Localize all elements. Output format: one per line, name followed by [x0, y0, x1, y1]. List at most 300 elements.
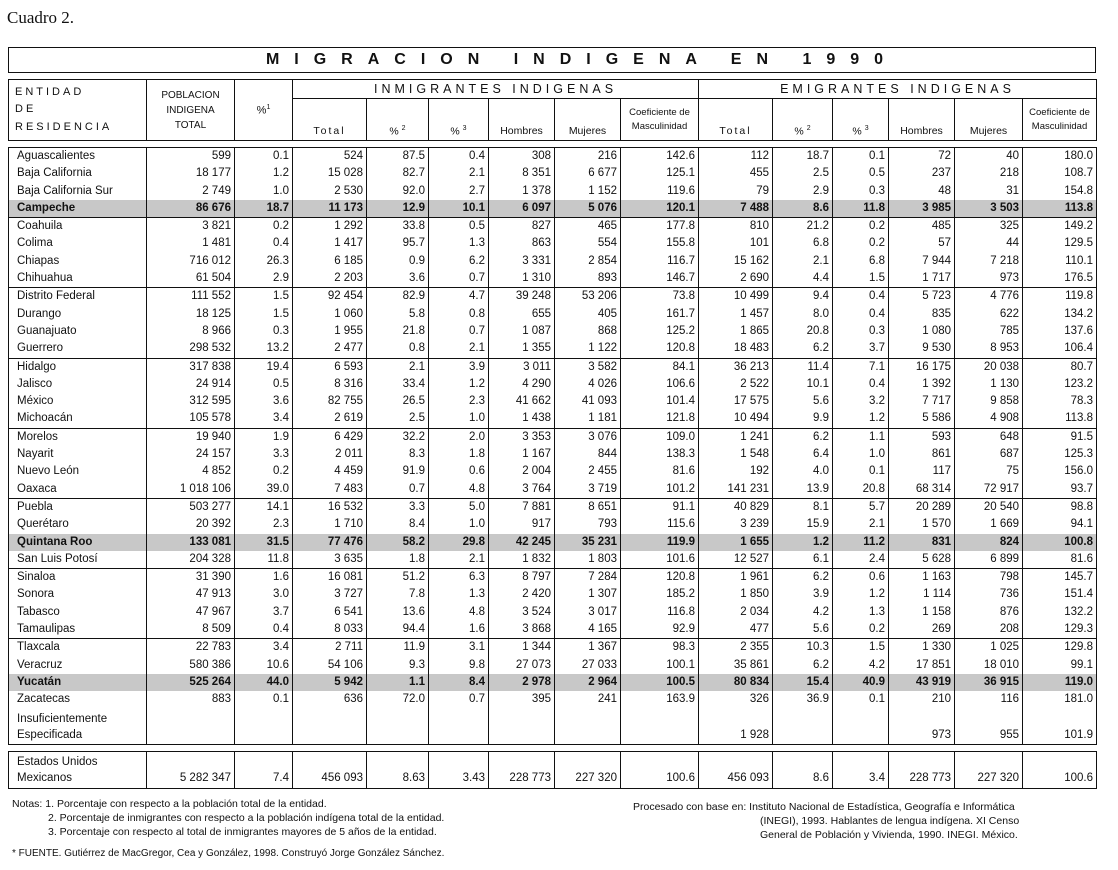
cell-inm: 11.9: [367, 639, 429, 657]
cell-entidad: Distrito Federal: [9, 288, 147, 306]
cell-pob: 105 578: [147, 410, 235, 428]
cell-inm: [367, 709, 429, 745]
table-row: [9, 306, 1097, 323]
cell-inm: 0.8: [429, 306, 489, 323]
header-inmigrantes: INMIGRANTES INDIGENAS: [293, 80, 699, 99]
cell-inm: 308: [489, 148, 555, 166]
cell-emi: 622: [955, 306, 1023, 323]
cell-inm: 91.9: [367, 463, 429, 480]
cell-emi: 0.4: [833, 306, 889, 323]
cell-emi: 1.2: [833, 410, 889, 428]
cell-pct: 3.0: [235, 586, 293, 603]
cell-inm: 524: [293, 148, 367, 166]
cell-emi: 1.5: [833, 639, 889, 657]
cell-inm: 2 964: [555, 674, 621, 691]
cell-emi: 43 919: [889, 674, 955, 691]
cell-entidad: Quintana Roo: [9, 534, 147, 551]
table-row: [9, 709, 1097, 745]
cell-emi: 1 130: [955, 376, 1023, 393]
cell-emi: 137.6: [1023, 323, 1097, 340]
cell-pct: 0.1: [235, 691, 293, 708]
cell-inm: 3 582: [555, 358, 621, 376]
cell-emi: 36 915: [955, 674, 1023, 691]
cell-emi: 11.8: [833, 200, 889, 218]
cell-emi: 2 034: [699, 604, 773, 621]
cell-emi: 2.1: [773, 253, 833, 270]
cell-inm: 125.1: [621, 165, 699, 182]
cell-inm: 42 245: [489, 534, 555, 551]
cell-emi: 36 213: [699, 358, 773, 376]
cell-emi: 2.4: [833, 551, 889, 569]
cell-inm: 2.1: [429, 165, 489, 182]
cell-pct: 3.6: [235, 393, 293, 410]
cell-emi: 9.9: [773, 410, 833, 428]
cell-emi: 0.4: [833, 376, 889, 393]
cell-pct: 1.9: [235, 428, 293, 446]
table-row: [9, 621, 1097, 639]
cell-emi: 20 540: [955, 498, 1023, 516]
cell-inm: 13.6: [367, 604, 429, 621]
cell-pct: 11.8: [235, 551, 293, 569]
cell-inm: 6 429: [293, 428, 367, 446]
cell-inm: 1 710: [293, 516, 367, 533]
cell-inm: 6 677: [555, 165, 621, 182]
cell-entidad: Zacatecas: [9, 691, 147, 708]
table-row: [9, 358, 1097, 376]
cell-inm: [489, 709, 555, 745]
cell-pob: 111 552: [147, 288, 235, 306]
header-emigrantes: EMIGRANTES INDIGENAS: [699, 80, 1097, 99]
cell-inm: 119.6: [621, 183, 699, 200]
cell-inm: 6 097: [489, 200, 555, 218]
cell-inm: 91.1: [621, 498, 699, 516]
cell-inm: 82 755: [293, 393, 367, 410]
cell-inm: 1 955: [293, 323, 367, 340]
cell-pob: 883: [147, 691, 235, 708]
header-inm-total: Total: [293, 99, 367, 141]
cell-emi: 6.4: [773, 446, 833, 463]
cell-inm: 1 152: [555, 183, 621, 200]
cell-entidad: Durango: [9, 306, 147, 323]
cell-emi: 100.8: [1023, 534, 1097, 551]
cell-inm: 2 854: [555, 253, 621, 270]
cell-inm: 4.8: [429, 481, 489, 499]
cell-emi: 6.2: [773, 569, 833, 587]
cell-inm: 395: [489, 691, 555, 708]
cell-emi: 973: [889, 709, 955, 745]
cell-emi: 4.4: [773, 270, 833, 288]
cell-inm: 8 797: [489, 569, 555, 587]
cell-emi: 1.0: [833, 446, 889, 463]
cell-pct: 0.1: [235, 148, 293, 166]
cell-entidad: Yucatán: [9, 674, 147, 691]
cell-pob: 4 852: [147, 463, 235, 480]
cell-emi: 20.8: [773, 323, 833, 340]
cell-inm: 1 167: [489, 446, 555, 463]
cell-inm: 636: [293, 691, 367, 708]
cell-emi: 237: [889, 165, 955, 182]
cell-emi: 1 080: [889, 323, 955, 340]
cell-pct: 7.4: [235, 751, 293, 788]
cell-inm: 1.6: [429, 621, 489, 639]
table-row: [9, 569, 1097, 587]
cell-emi: 0.3: [833, 183, 889, 200]
cell-inm: [293, 709, 367, 745]
cell-pob: 31 390: [147, 569, 235, 587]
cell-pob: 86 676: [147, 200, 235, 218]
cell-emi: 80 834: [699, 674, 773, 691]
cell-inm: 241: [555, 691, 621, 708]
cell-inm: 405: [555, 306, 621, 323]
cell-emi: 80.7: [1023, 358, 1097, 376]
cell-inm: 1 803: [555, 551, 621, 569]
cell-pct: 1.6: [235, 569, 293, 587]
cell-inm: 1.0: [429, 410, 489, 428]
cell-emi: 208: [955, 621, 1023, 639]
cell-emi: 18.7: [773, 148, 833, 166]
cell-pob: 2 749: [147, 183, 235, 200]
cell-inm: 1.3: [429, 586, 489, 603]
cell-inm: 1 087: [489, 323, 555, 340]
cell-emi: 7 488: [699, 200, 773, 218]
cell-emi: 6 899: [955, 551, 1023, 569]
cell-inm: 82.9: [367, 288, 429, 306]
cell-emi: 5.6: [773, 621, 833, 639]
cell-emi: 4.2: [773, 604, 833, 621]
cell-pob: 20 392: [147, 516, 235, 533]
cell-emi: 2 522: [699, 376, 773, 393]
table-row: [9, 218, 1097, 236]
table-row: [9, 410, 1097, 428]
cell-emi: 180.0: [1023, 148, 1097, 166]
cell-inm: 100.6: [621, 751, 699, 788]
cell-emi: 8.0: [773, 306, 833, 323]
cell-pct: 2.3: [235, 516, 293, 533]
cell-emi: 648: [955, 428, 1023, 446]
cell-emi: 192: [699, 463, 773, 480]
cell-inm: 8.3: [367, 446, 429, 463]
cell-inm: 4 459: [293, 463, 367, 480]
cell-emi: 1 570: [889, 516, 955, 533]
cell-inm: 33.4: [367, 376, 429, 393]
cell-emi: 7.1: [833, 358, 889, 376]
table-row-total: [9, 751, 1097, 788]
header-pct: %$^1$: [235, 80, 293, 141]
cell-inm: 2.5: [367, 410, 429, 428]
table-caption: Cuadro 2.: [7, 8, 75, 27]
cell-pct: 39.0: [235, 481, 293, 499]
cell-entidad: Campeche: [9, 200, 147, 218]
cell-inm: 7 881: [489, 498, 555, 516]
cell-emi: 485: [889, 218, 955, 236]
cell-inm: 106.6: [621, 376, 699, 393]
cell-inm: 6.2: [429, 253, 489, 270]
table-row: [9, 586, 1097, 603]
cell-inm: 7 284: [555, 569, 621, 587]
cell-inm: 116.8: [621, 604, 699, 621]
cell-inm: 1.2: [429, 376, 489, 393]
table-body: [9, 148, 1097, 745]
cell-emi: 3 985: [889, 200, 955, 218]
cell-pct: 1.5: [235, 306, 293, 323]
cell-inm: [429, 709, 489, 745]
cell-emi: 9 530: [889, 340, 955, 358]
cell-emi: 810: [699, 218, 773, 236]
cell-inm: 844: [555, 446, 621, 463]
cell-pob: 18 125: [147, 306, 235, 323]
cell-emi: 101: [699, 235, 773, 252]
cell-inm: 2 004: [489, 463, 555, 480]
table-row: [9, 674, 1097, 691]
cell-inm: 456 093: [293, 751, 367, 788]
cell-emi: 79: [699, 183, 773, 200]
cell-inm: 155.8: [621, 235, 699, 252]
cell-inm: 2 420: [489, 586, 555, 603]
note-1: Notas: 1. Porcentaje con respecto a la población total de la entidad.: [12, 798, 327, 810]
cell-emi: 218: [955, 165, 1023, 182]
cell-emi: 110.1: [1023, 253, 1097, 270]
cell-pob: [147, 709, 235, 745]
table-row: [9, 200, 1097, 218]
cell-inm: 1 181: [555, 410, 621, 428]
cell-entidad: Michoacán: [9, 410, 147, 428]
cell-inm: 1 344: [489, 639, 555, 657]
cell-emi: 101.9: [1023, 709, 1097, 745]
cell-emi: 455: [699, 165, 773, 182]
cell-pob: 716 012: [147, 253, 235, 270]
cell-entidad: Hidalgo: [9, 358, 147, 376]
cell-inm: 8 316: [293, 376, 367, 393]
cell-inm: 868: [555, 323, 621, 340]
cell-emi: 1 961: [699, 569, 773, 587]
cell-inm: 185.2: [621, 586, 699, 603]
cell-pob: 599: [147, 148, 235, 166]
cell-inm: 655: [489, 306, 555, 323]
cell-pct: 1.2: [235, 165, 293, 182]
cell-emi: 4 908: [955, 410, 1023, 428]
cell-entidad: Tlaxcala: [9, 639, 147, 657]
cell-emi: 129.8: [1023, 639, 1097, 657]
cell-entidad: Querétaro: [9, 516, 147, 533]
cell-inm: 1 292: [293, 218, 367, 236]
cell-emi: 99.1: [1023, 657, 1097, 674]
cell-inm: 216: [555, 148, 621, 166]
cell-inm: 2.0: [429, 428, 489, 446]
cell-pob: 133 081: [147, 534, 235, 551]
cell-inm: 0.7: [367, 481, 429, 499]
cell-emi: 134.2: [1023, 306, 1097, 323]
cell-emi: 5.6: [773, 393, 833, 410]
cell-emi: 20 289: [889, 498, 955, 516]
cell-emi: 145.7: [1023, 569, 1097, 587]
cell-entidad: Colima: [9, 235, 147, 252]
cell-emi: 9.4: [773, 288, 833, 306]
cell-emi: 1 457: [699, 306, 773, 323]
cell-inm: 27 073: [489, 657, 555, 674]
cell-emi: 0.2: [833, 621, 889, 639]
cell-emi: 100.6: [1023, 751, 1097, 788]
table-row: [9, 639, 1097, 657]
cell-inm: 3.6: [367, 270, 429, 288]
cell-inm: 827: [489, 218, 555, 236]
cell-inm: 120.8: [621, 340, 699, 358]
cell-inm: 3 017: [555, 604, 621, 621]
cell-pct: 44.0: [235, 674, 293, 691]
cell-pob: 5 282 347: [147, 751, 235, 788]
cell-emi: 123.2: [1023, 376, 1097, 393]
cell-inm: 4 026: [555, 376, 621, 393]
cell-emi: 154.8: [1023, 183, 1097, 200]
cell-inm: 3 868: [489, 621, 555, 639]
table-row: [9, 691, 1097, 708]
cell-pct: 3.4: [235, 639, 293, 657]
table-row: [9, 288, 1097, 306]
cell-emi: 6.2: [773, 428, 833, 446]
cell-entidad: Chiapas: [9, 253, 147, 270]
cell-entidad: Baja California Sur: [9, 183, 147, 200]
cell-inm: 1.0: [429, 516, 489, 533]
cell-emi: 1 655: [699, 534, 773, 551]
cell-inm: 4 290: [489, 376, 555, 393]
cell-entidad: Guanajuato: [9, 323, 147, 340]
cell-emi: 132.2: [1023, 604, 1097, 621]
cell-pct: 19.4: [235, 358, 293, 376]
cell-pct: 3.7: [235, 604, 293, 621]
cell-inm: 1 122: [555, 340, 621, 358]
cell-inm: 142.6: [621, 148, 699, 166]
note-2: 2. Porcentaje de inmigrantes con respecto a la población indígena total de la entidad.: [48, 812, 445, 824]
cell-emi: 2 690: [699, 270, 773, 288]
table-row: [9, 165, 1097, 182]
total-row-group: [9, 751, 1097, 788]
cell-inm: 6 541: [293, 604, 367, 621]
cell-inm: 2.1: [429, 551, 489, 569]
cell-inm: 125.2: [621, 323, 699, 340]
cell-inm: 41 662: [489, 393, 555, 410]
header-inm-hombres: Hombres: [489, 99, 555, 141]
cell-pct: 1.0: [235, 183, 293, 200]
cell-inm: 2 477: [293, 340, 367, 358]
cell-inm: 228 773: [489, 751, 555, 788]
cell-emi: 0.2: [833, 218, 889, 236]
cell-emi: 1 241: [699, 428, 773, 446]
cell-emi: 1 163: [889, 569, 955, 587]
cell-pob: 312 595: [147, 393, 235, 410]
cell-inm: 0.7: [429, 691, 489, 708]
footnotes: [12, 797, 444, 839]
cell-emi: 1 865: [699, 323, 773, 340]
cell-inm: 0.7: [429, 323, 489, 340]
cell-emi: 17 851: [889, 657, 955, 674]
cell-pct: 1.5: [235, 288, 293, 306]
cell-pct: 0.4: [235, 235, 293, 252]
cell-emi: 1.2: [833, 586, 889, 603]
cell-entidad: Puebla: [9, 498, 147, 516]
cell-pct: 13.2: [235, 340, 293, 358]
table-row: [9, 534, 1097, 551]
cell-emi: 156.0: [1023, 463, 1097, 480]
cell-inm: 161.7: [621, 306, 699, 323]
cell-pob: 1 018 106: [147, 481, 235, 499]
cell-emi: 0.6: [833, 569, 889, 587]
cell-emi: 0.2: [833, 235, 889, 252]
cell-inm: 5 942: [293, 674, 367, 691]
cell-pob: 525 264: [147, 674, 235, 691]
cell-emi: 0.4: [833, 288, 889, 306]
cell-emi: 325: [955, 218, 1023, 236]
cell-inm: 8 651: [555, 498, 621, 516]
cell-emi: 116: [955, 691, 1023, 708]
cell-emi: [773, 709, 833, 745]
cell-emi: 10 494: [699, 410, 773, 428]
cell-inm: 177.8: [621, 218, 699, 236]
cell-pob: 18 177: [147, 165, 235, 182]
cell-emi: 141 231: [699, 481, 773, 499]
cell-inm: 101.6: [621, 551, 699, 569]
cell-emi: 1 928: [699, 709, 773, 745]
cell-inm: 77 476: [293, 534, 367, 551]
cell-entidad: México: [9, 393, 147, 410]
header-inm-mujeres: Mujeres: [555, 99, 621, 141]
cell-inm: 109.0: [621, 428, 699, 446]
cell-emi: 40 829: [699, 498, 773, 516]
cell-emi: 5.7: [833, 498, 889, 516]
cell-inm: 33.8: [367, 218, 429, 236]
cell-emi: 593: [889, 428, 955, 446]
cell-emi: 10 499: [699, 288, 773, 306]
table-row: [9, 148, 1097, 166]
cell-inm: 29.8: [429, 534, 489, 551]
cell-emi: 11.4: [773, 358, 833, 376]
cell-emi: 2 355: [699, 639, 773, 657]
cell-emi: 16 175: [889, 358, 955, 376]
cell-inm: 58.2: [367, 534, 429, 551]
cell-pob: 61 504: [147, 270, 235, 288]
cell-inm: 3 635: [293, 551, 367, 569]
cell-emi: 112: [699, 148, 773, 166]
cell-emi: 326: [699, 691, 773, 708]
cell-pct: 0.4: [235, 621, 293, 639]
cell-emi: 1.3: [833, 604, 889, 621]
cell-emi: 108.7: [1023, 165, 1097, 182]
cell-inm: 94.4: [367, 621, 429, 639]
cell-inm: 26.5: [367, 393, 429, 410]
cell-emi: 93.7: [1023, 481, 1097, 499]
cell-inm: 16 081: [293, 569, 367, 587]
cell-emi: 8 953: [955, 340, 1023, 358]
cell-inm: 0.6: [429, 463, 489, 480]
cell-emi: 21.2: [773, 218, 833, 236]
cell-inm: 3 331: [489, 253, 555, 270]
cell-emi: 91.5: [1023, 428, 1097, 446]
migration-table: [8, 79, 1097, 789]
cell-inm: 1.8: [367, 551, 429, 569]
cell-emi: 1 114: [889, 586, 955, 603]
cell-pob: 3 821: [147, 218, 235, 236]
cell-emi: 113.8: [1023, 200, 1097, 218]
cell-inm: 465: [555, 218, 621, 236]
cell-emi: 36.9: [773, 691, 833, 708]
cell-emi: 98.8: [1023, 498, 1097, 516]
cell-pct: 3.3: [235, 446, 293, 463]
cell-inm: 6 593: [293, 358, 367, 376]
cell-inm: 10.1: [429, 200, 489, 218]
cell-emi: 6.1: [773, 551, 833, 569]
cell-inm: 100.1: [621, 657, 699, 674]
cell-inm: 2.7: [429, 183, 489, 200]
table-row: [9, 183, 1097, 200]
cell-emi: 6.2: [773, 340, 833, 358]
